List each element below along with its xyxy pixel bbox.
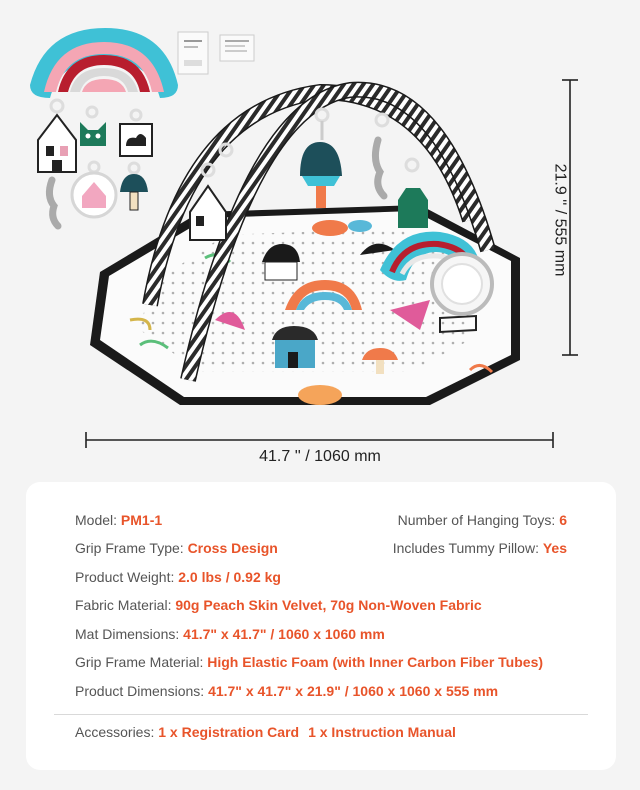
height-dimension-label: [549, 120, 569, 320]
spec-weight-label: Product Weight:: [75, 569, 179, 585]
spec-accessories-value-1: 1 x Registration Card: [158, 724, 300, 740]
spec-product-dimensions-label: Product Dimensions:: [75, 683, 209, 699]
hanging-toy-cat-2: [398, 159, 428, 228]
spec-grip-frame-material-label: Grip Frame Material:: [75, 654, 208, 670]
spec-grip-frame-material-value: High Elastic Foam (with Inner Carbon Fiber Tubes): [207, 654, 544, 670]
instruction-manual: [220, 35, 254, 61]
hanging-toy-cat: [80, 107, 106, 146]
registration-card: [178, 32, 208, 74]
hanging-toy-rattle-2: [375, 114, 388, 196]
rainbow-pillow: [30, 28, 178, 98]
spec-fabric-label: Fabric Material:: [75, 597, 176, 613]
spec-hanging-toys-value: 6: [559, 512, 567, 528]
spec-weight: [75, 569, 281, 585]
spec-fabric: [75, 597, 482, 613]
spec-model: [75, 512, 162, 528]
spec-mat-dimensions-label: Mat Dimensions:: [75, 626, 184, 642]
spec-fabric-value: 90g Peach Skin Velvet, 70g Non-Woven Fabric: [175, 597, 482, 613]
height-dimension-text: 21.9 '' / 555 mm: [551, 163, 569, 277]
mirror-toy: [432, 254, 492, 314]
spec-mat-dimensions: [75, 626, 385, 642]
width-dimension-line: [86, 432, 553, 448]
spec-grip-frame-material: [75, 654, 543, 670]
spec-grip-frame-type-label: Grip Frame Type:: [75, 540, 188, 556]
hanging-toy-cloud-card: [120, 110, 152, 156]
spec-model-label: Model:: [75, 512, 121, 528]
hanging-toy-rattle: [49, 180, 58, 226]
spec-accessories-label: Accessories:: [75, 724, 159, 740]
hanging-toy-round-house: [72, 162, 116, 217]
spec-tummy-pillow-label: Includes Tummy Pillow:: [392, 540, 543, 556]
hanging-toy-house: [38, 100, 76, 172]
hanging-toy-mushroom: [300, 109, 342, 208]
spec-mat-dimensions-value: 41.7" x 41.7" / 1060 x 1060 mm: [183, 626, 385, 642]
spec-grip-frame-type: [75, 540, 278, 556]
width-dimension-label: 41.7 '' / 1060 mm: [259, 448, 381, 465]
spec-card: [26, 482, 616, 770]
spec-hanging-toys: [398, 512, 567, 528]
spec-accessories: [75, 724, 456, 740]
spec-accessories-value-2: 1 x Instruction Manual: [308, 724, 456, 740]
spec-tummy-pillow-value: Yes: [542, 540, 567, 556]
spec-divider: [54, 714, 588, 715]
spec-tummy-pillow: [393, 540, 567, 556]
spec-product-dimensions: [75, 683, 498, 699]
spec-product-dimensions-value: 41.7" x 41.7" x 21.9" / 1060 x 1060 x 555 mm: [208, 683, 499, 699]
spec-hanging-toys-label: Number of Hanging Toys:: [397, 512, 560, 528]
spec-grip-frame-type-value: Cross Design: [187, 540, 278, 556]
spec-weight-value: 2.0 lbs / 0.92 kg: [178, 569, 281, 585]
spec-model-value: PM1-1: [120, 512, 163, 528]
hanging-toy-mushroom-small: [120, 163, 148, 210]
